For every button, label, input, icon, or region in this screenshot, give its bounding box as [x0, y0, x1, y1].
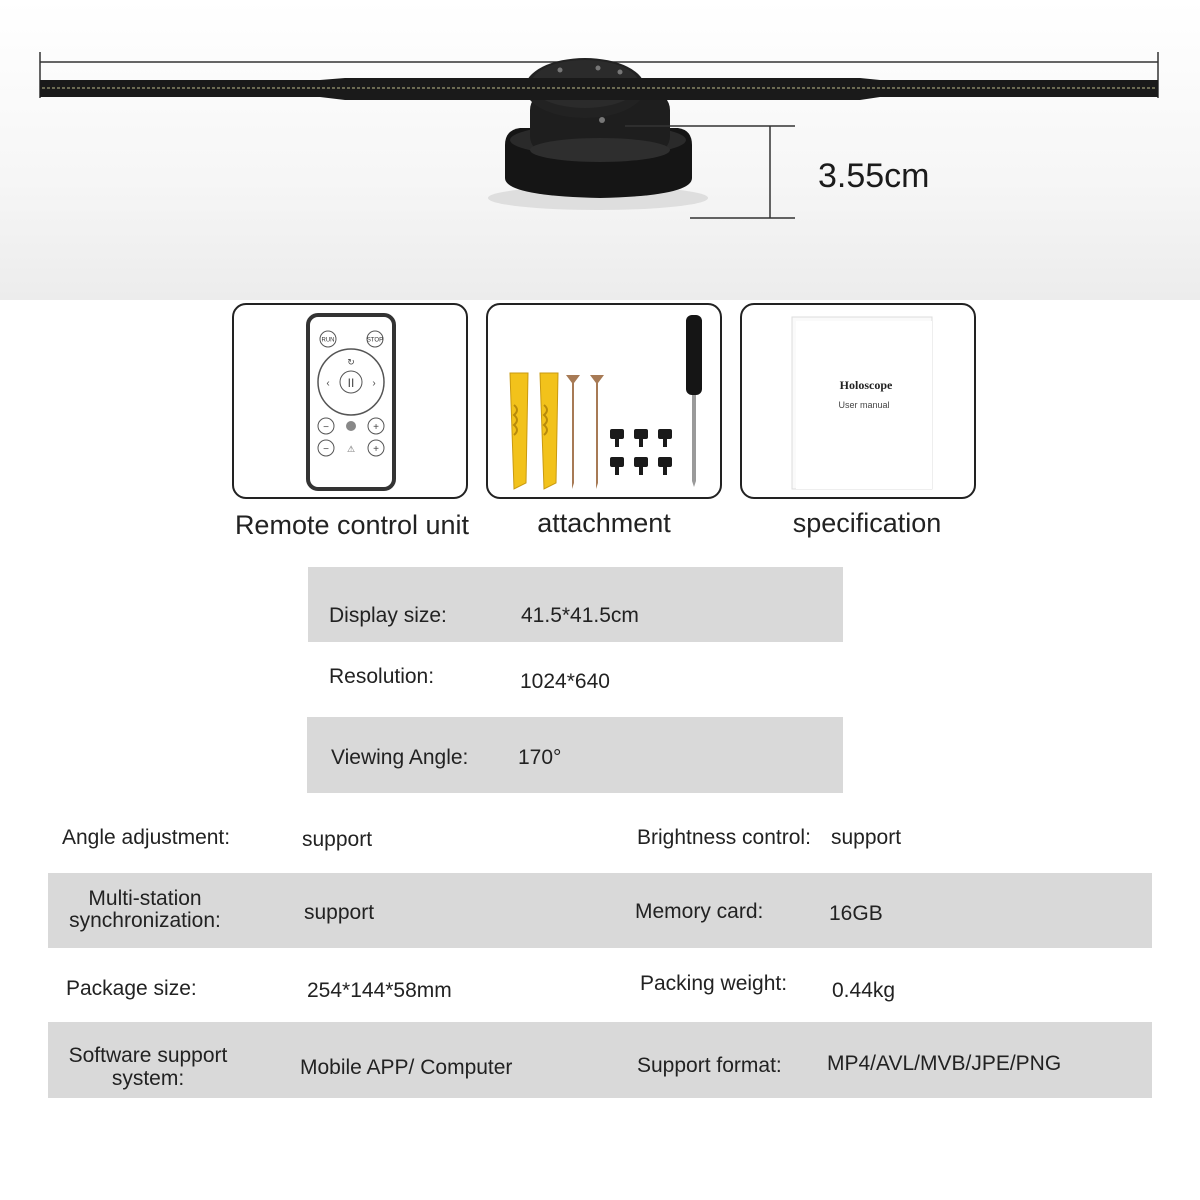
multi-station-value: support: [304, 901, 375, 924]
package-size-label: Package size:: [66, 977, 197, 1000]
packing-weight-value: 0.44kg: [832, 979, 896, 1002]
svg-text:↻: ↻: [347, 357, 355, 367]
stop-key-label: STOP: [366, 337, 384, 344]
attachment-card: [486, 303, 722, 499]
svg-text:II: II: [347, 376, 355, 390]
memory-card-value: 16GB: [829, 902, 883, 925]
software-support-label-line1: Software support: [68, 1044, 228, 1067]
manual-title: Holoscope: [839, 378, 893, 392]
resolution-label: Resolution:: [329, 665, 435, 688]
svg-text:⚠: ⚠: [346, 444, 356, 454]
angle-adjustment-value: support: [302, 828, 373, 851]
software-support-label-line2: system:: [111, 1067, 185, 1090]
packing-weight-label: Packing weight:: [640, 972, 788, 995]
remote-control-image: [234, 305, 468, 499]
support-format-label: Support format:: [637, 1054, 782, 1077]
svg-text:−: −: [323, 422, 329, 433]
viewing-angle-label: Viewing Angle:: [331, 746, 469, 769]
display-size-value: 41.5*41.5cm: [521, 604, 639, 627]
hologram-fan-illustration: [0, 0, 1200, 300]
remote-control-label: Remote control unit: [234, 510, 470, 540]
software-support-value: Mobile APP/ Computer: [300, 1056, 513, 1079]
svg-text:+: +: [373, 444, 379, 455]
user-manual-image: [742, 305, 976, 499]
brightness-control-label: Brightness control:: [637, 826, 811, 849]
multi-station-label-line1: Multi-station: [88, 887, 202, 910]
brightness-control-value: support: [831, 826, 902, 849]
viewing-angle-value: 170°: [518, 746, 562, 769]
product-hero: [0, 0, 1200, 300]
remote-control-card: [232, 303, 468, 499]
svg-text:‹: ‹: [326, 378, 330, 389]
svg-text:−: −: [323, 444, 329, 455]
attachment-image: [488, 305, 722, 499]
package-size-value: 254*144*58mm: [307, 979, 452, 1002]
memory-card-label: Memory card:: [635, 900, 764, 923]
specification-label: specification: [792, 508, 942, 538]
manual-subtitle: User manual: [838, 400, 890, 410]
run-key-label: RUN: [321, 337, 335, 344]
display-size-label: Display size:: [329, 604, 447, 627]
support-format-value: MP4/AVL/MVB/JPE/PNG: [827, 1052, 1062, 1075]
multi-station-label-line2: synchronization:: [69, 909, 221, 932]
attachment-label: attachment: [537, 508, 671, 538]
svg-text:›: ›: [372, 378, 376, 389]
specification-card: [740, 303, 976, 499]
svg-text:+: +: [373, 422, 379, 433]
angle-adjustment-label: Angle adjustment:: [62, 826, 231, 849]
resolution-value: 1024*640: [520, 670, 610, 693]
height-dimension-label: 3.55cm: [818, 157, 930, 195]
